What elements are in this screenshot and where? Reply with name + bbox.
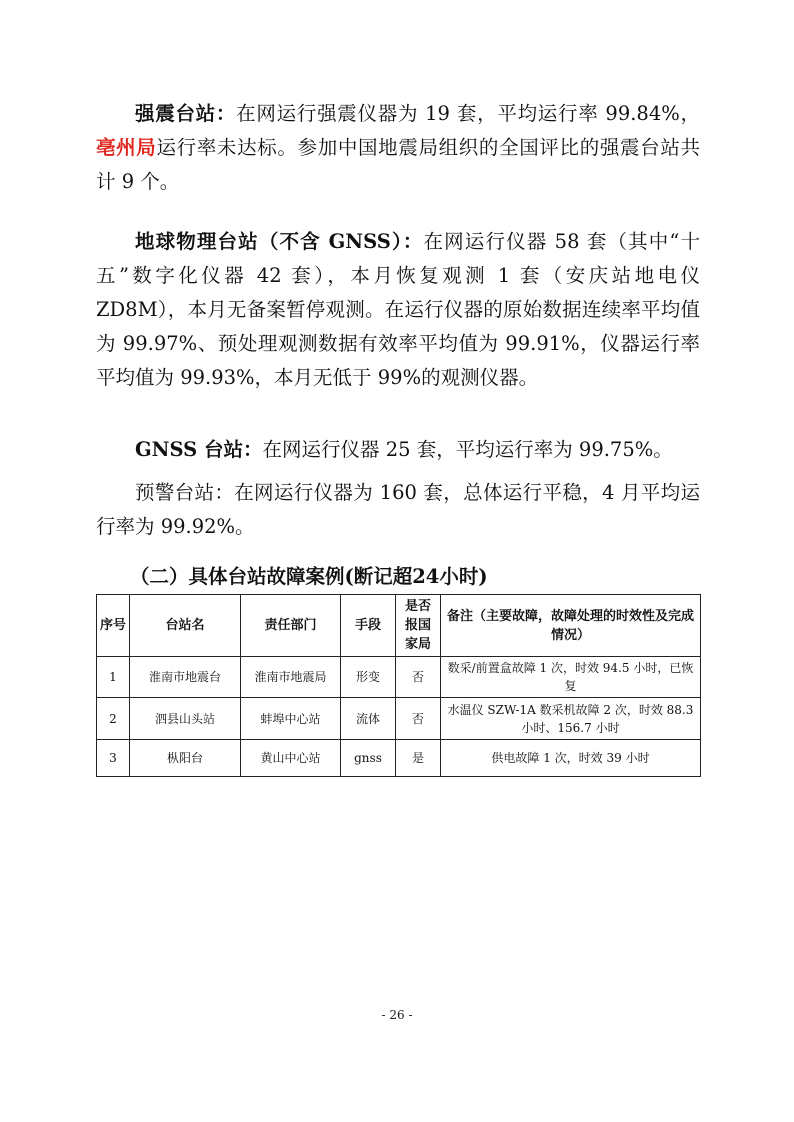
header-dept: 责任部门: [241, 595, 341, 657]
cell-no: 2: [97, 698, 130, 740]
paragraph-gnss: [96, 433, 700, 467]
cell-note: 数采/前置盒故障 1 次，时效 94.5 小时，已恢复: [441, 657, 701, 698]
table-row: [97, 698, 701, 740]
geophysics-text: 在网运行仪器 58 套（其中“十五”数字化仪器 42 套），本月恢复观测 1 套（安庆站地电仪 ZD8M），本月无备案暂停观测。在运行仪器的原始数据连续率平均值为 99.97%、预处理观测数据有效率平均值为 99.91%，仪器运行率平均值为 99.93%，本月无低于 99%的观测仪器。: [96, 230, 700, 389]
header-method: 手段: [341, 595, 396, 657]
early-warning-text: 预警台站：在网运行仪器为 160 套，总体运行平稳，4 月平均运行率为 99.92%。: [96, 481, 700, 538]
strong-motion-lead: 强震台站：: [135, 102, 237, 125]
section-heading: （二）具体台站故障案例(断记超24小时): [130, 565, 488, 588]
header-station: 台站名: [130, 595, 241, 657]
cell-method: 形变: [341, 657, 396, 698]
strong-motion-text: 在网运行强震仪器为 19 套，平均运行率 99.84%，: [236, 102, 700, 125]
cell-dept: 黄山中心站: [241, 740, 341, 777]
paragraph-strong-motion: [96, 97, 700, 199]
paragraph-early-warning: [96, 476, 700, 544]
strong-motion-text-2: 运行率未达标。参加中国地震局组织的全国评比的强震台站共计 9 个。: [96, 136, 700, 193]
fault-cases-table: [96, 594, 701, 777]
page-number: - 26 -: [381, 1008, 413, 1022]
table-header-row: [97, 595, 701, 657]
gnss-text: 在网运行仪器 25 套，平均运行率为 99.75%。: [262, 438, 673, 461]
table-row: [97, 657, 701, 698]
header-no: 序号: [97, 595, 130, 657]
geophysics-lead: 地球物理台站（不含 GNSS）：: [135, 230, 424, 253]
header-note: 备注（主要故障，故障处理的时效性及完成情况）: [441, 595, 701, 657]
cell-reported: 否: [396, 657, 441, 698]
cell-note: 水温仪 SZW-1A 数采机故障 2 次，时效 88.3 小时、156.7 小时: [441, 698, 701, 740]
cell-reported: 是: [396, 740, 441, 777]
cell-no: 1: [97, 657, 130, 698]
gnss-lead: GNSS 台站：: [135, 438, 263, 461]
cell-method: 流体: [341, 698, 396, 740]
bozhou-highlight: 亳州局: [96, 136, 157, 159]
cell-method: gnss: [341, 740, 396, 777]
cell-station: 淮南市地震台: [130, 657, 241, 698]
cell-no: 3: [97, 740, 130, 777]
cell-station: 泗县山头站: [130, 698, 241, 740]
cell-reported: 否: [396, 698, 441, 740]
cell-note: 供电故障 1 次，时效 39 小时: [441, 740, 701, 777]
cell-dept: 淮南市地震局: [241, 657, 341, 698]
header-reported: 是否报国家局: [396, 595, 441, 657]
table-row: [97, 740, 701, 777]
cell-station: 枞阳台: [130, 740, 241, 777]
cell-dept: 蚌埠中心站: [241, 698, 341, 740]
paragraph-geophysics: [96, 225, 700, 395]
